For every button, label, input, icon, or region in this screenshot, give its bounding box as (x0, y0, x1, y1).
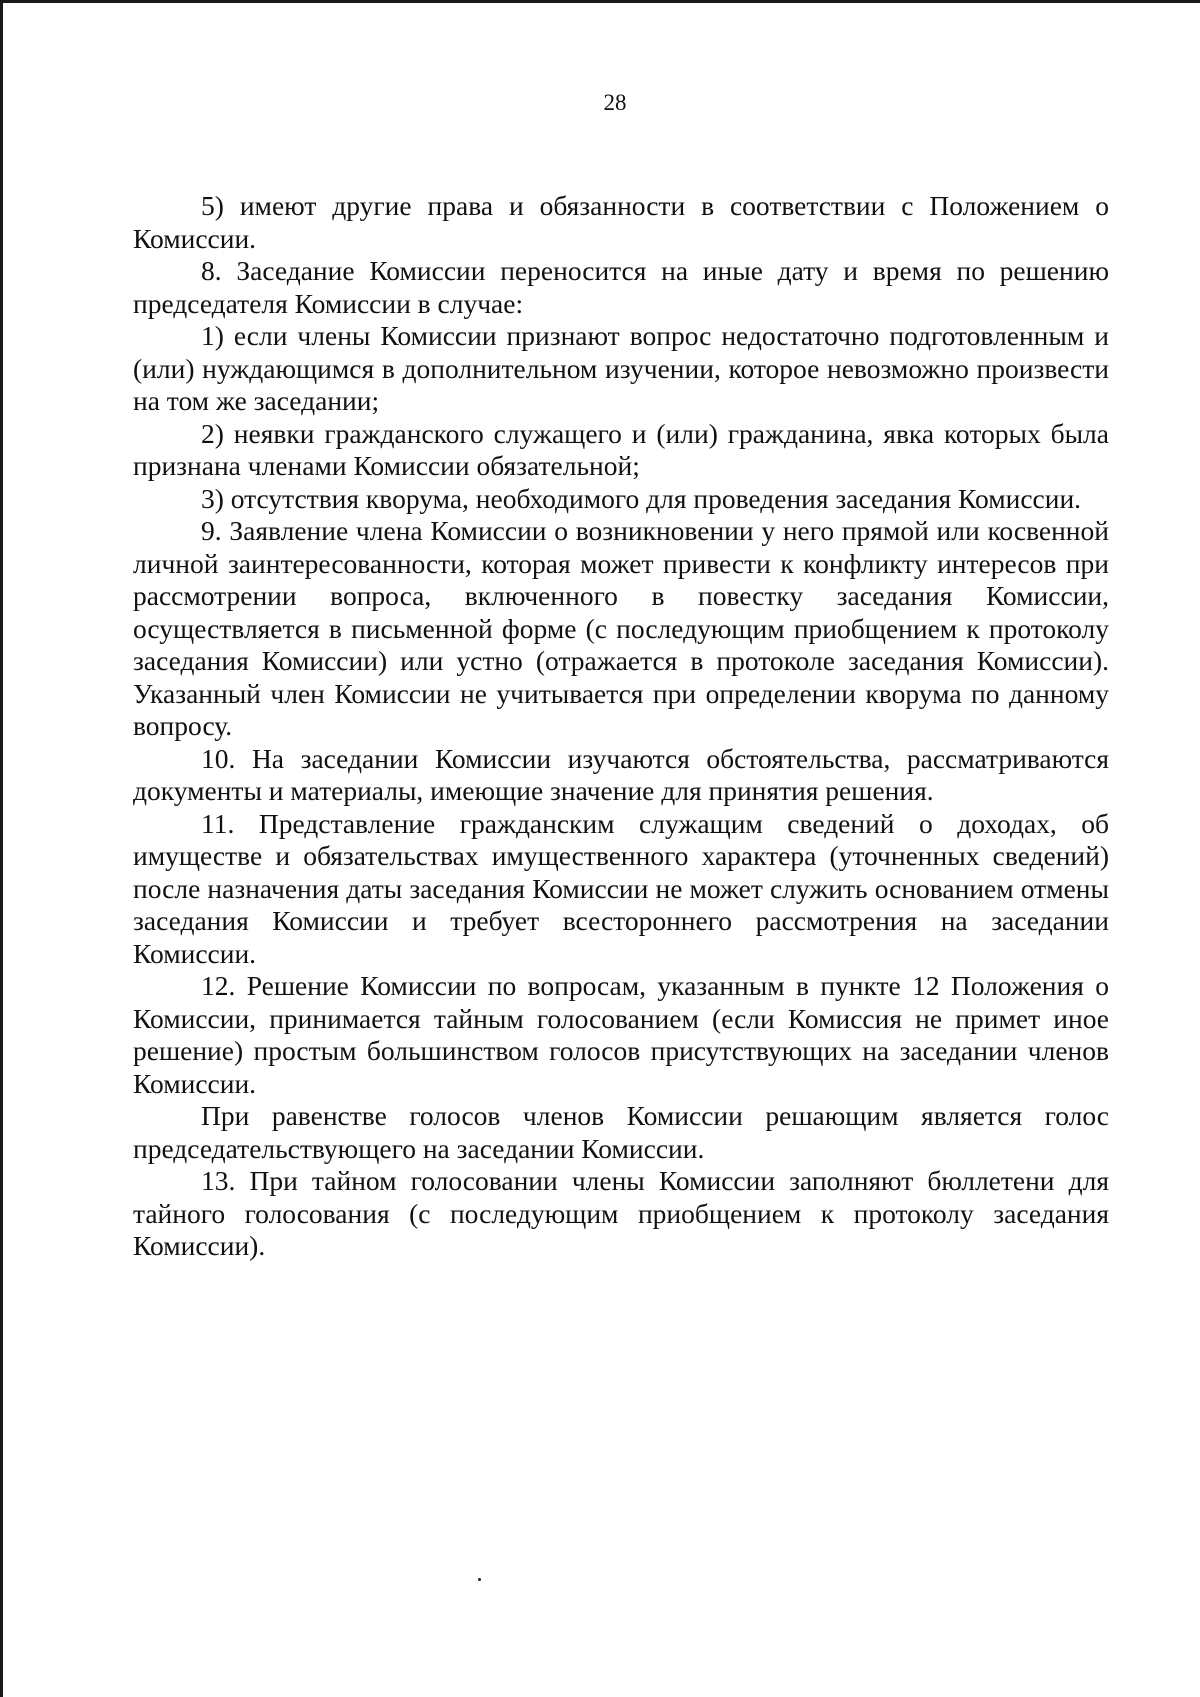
paragraph-clause-9: 9. Заявление члена Комиссии о возникновении у него прямой или косвенной личной заинтересованности, которая может привести к конфликту интересов при рассмотрении вопроса, включенного в повестку заседания Комиссии, осуществляется в письменной форме (с последующим приобщением к протоколу заседания Комиссии) или устно (отражается в протоколе заседания Комиссии). Указанный член Комиссии не учитывается при определении кворума по данному вопросу. (133, 515, 1109, 741)
paragraph-clause-8-2: 2) неявки гражданского служащего и (или) гражданина, явка которых была признана членами Комиссии обязательной; (133, 417, 1109, 481)
paragraph-item-5: 5) имеют другие права и обязанности в соответствии с Положением о Комиссии. (133, 190, 1109, 254)
paragraph-clause-12: 12. Решение Комиссии по вопросам, указанным в пункте 12 Положения о Комиссии, принимается тайным голосованием (если Комиссия не примет иное решение) простым большинством голосов присутствующих на заседании членов Комиссии. (133, 970, 1109, 1099)
paragraph-clause-12-tie: При равенстве голосов членов Комиссии решающим является голос председательствующего на заседании Комиссии. (133, 1100, 1109, 1164)
scan-edge-left (0, 0, 3, 1697)
scan-speck (478, 1578, 481, 1581)
paragraph-clause-10: 10. На заседании Комиссии изучаются обстоятельства, рассматриваются документы и материалы, имеющие значение для принятия решения. (133, 742, 1109, 806)
document-body (133, 190, 1109, 1263)
paragraph-clause-11: 11. Представление гражданским служащим сведений о доходах, об имуществе и обязательствах имущественного характера (уточненных сведений) после назначения даты заседания Комиссии не может служить основанием отмены заседания Комиссии и требует всестороннего рассмотрения на заседании Комиссии. (133, 807, 1109, 969)
paragraph-clause-8-1: 1) если члены Комиссии признают вопрос недостаточно подготовленным и (или) нуждающимся в дополнительном изучении, которое невозможно произвести на том же заседании; (133, 320, 1109, 416)
page-number: 28 (603, 90, 627, 115)
paragraph-clause-13: 13. При тайном голосовании члены Комиссии заполняют бюллетени для тайного голосования (с последующим приобщением к протоколу заседания Комиссии). (133, 1165, 1109, 1261)
scan-edge-top (0, 0, 1200, 3)
paragraph-clause-8-3: 3) отсутствия кворума, необходимого для проведения заседания Комиссии. (201, 482, 1082, 514)
paragraph-clause-8: 8. Заседание Комиссии переносится на иные дату и время по решению председателя Комиссии в случае: (133, 255, 1109, 319)
